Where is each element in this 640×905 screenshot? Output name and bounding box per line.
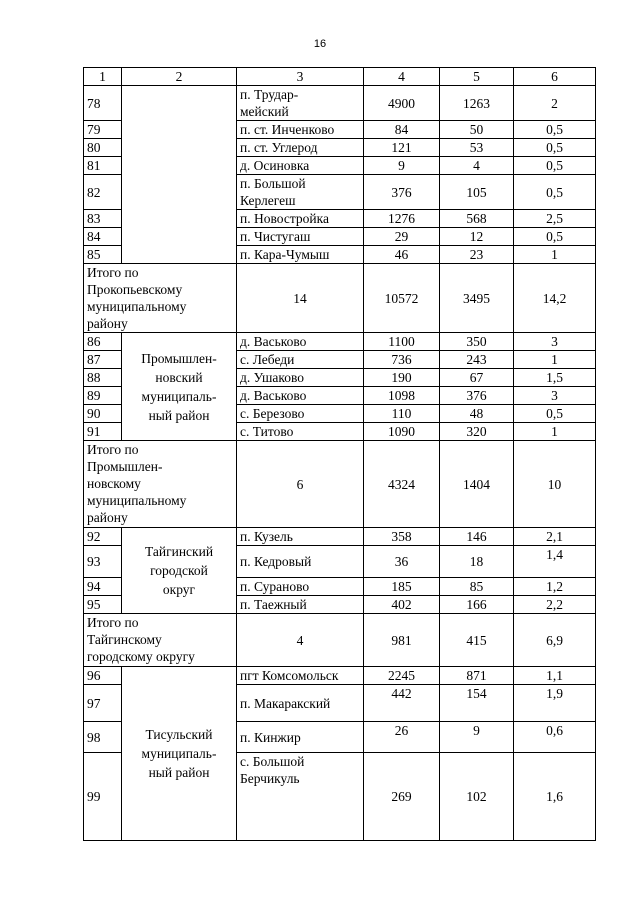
- value-col4: 36: [364, 546, 440, 578]
- column-header: 1: [84, 68, 122, 86]
- total-col5: 415: [440, 614, 514, 667]
- row-number: 97: [84, 685, 122, 722]
- value-col6: 1,6: [514, 753, 596, 841]
- value-col4: 46: [364, 246, 440, 264]
- row-number: 92: [84, 528, 122, 546]
- value-col5: 320: [440, 423, 514, 441]
- page-number: 16: [313, 38, 327, 50]
- value-col5: 67: [440, 369, 514, 387]
- total-row: [84, 441, 596, 528]
- total-row: [84, 614, 596, 667]
- region-name: Промышлен- новский муниципаль- ный район: [122, 333, 237, 441]
- column-header: 3: [237, 68, 364, 86]
- value-col5: 243: [440, 351, 514, 369]
- settlement-name: п. Сураново: [237, 578, 364, 596]
- table-row: [84, 528, 596, 546]
- row-number: 86: [84, 333, 122, 351]
- column-header: 6: [514, 68, 596, 86]
- value-col6: 2,2: [514, 596, 596, 614]
- value-col6: 1: [514, 246, 596, 264]
- total-col6: 10: [514, 441, 596, 528]
- value-col4: 185: [364, 578, 440, 596]
- row-number: 80: [84, 139, 122, 157]
- row-number: 91: [84, 423, 122, 441]
- total-label: Итого по Промышлен- новскому муниципальному району: [84, 441, 237, 528]
- settlement-name: п. Большой Керлегеш: [237, 175, 364, 210]
- total-col4: 981: [364, 614, 440, 667]
- settlement-name: п. ст. Инченково: [237, 121, 364, 139]
- value-col4: 2245: [364, 667, 440, 685]
- settlement-name: д. Ушаково: [237, 369, 364, 387]
- total-col6: 6,9: [514, 614, 596, 667]
- total-row: [84, 264, 596, 333]
- value-col5: 1263: [440, 86, 514, 121]
- row-number: 94: [84, 578, 122, 596]
- total-col4: 4324: [364, 441, 440, 528]
- value-col5: 53: [440, 139, 514, 157]
- value-col5: 376: [440, 387, 514, 405]
- value-col5: 102: [440, 753, 514, 841]
- settlement-name: п. Кузель: [237, 528, 364, 546]
- settlement-name: д. Васьково: [237, 387, 364, 405]
- value-col4: 1276: [364, 210, 440, 228]
- value-col5: 871: [440, 667, 514, 685]
- column-header: 2: [122, 68, 237, 86]
- value-col6: 2: [514, 86, 596, 121]
- row-number: 90: [84, 405, 122, 423]
- value-col6: 0,6: [514, 722, 596, 753]
- row-number: 87: [84, 351, 122, 369]
- value-col5: 350: [440, 333, 514, 351]
- settlement-name: п. Новостройка: [237, 210, 364, 228]
- value-col4: 190: [364, 369, 440, 387]
- settlement-name: п. Кедровый: [237, 546, 364, 578]
- table-row: [84, 333, 596, 351]
- settlement-name: с. Большой Берчикуль: [237, 753, 364, 841]
- table-row: [84, 86, 596, 121]
- settlement-name: п. ст. Углерод: [237, 139, 364, 157]
- value-col6: 2,1: [514, 528, 596, 546]
- column-header: 4: [364, 68, 440, 86]
- value-col4: 1098: [364, 387, 440, 405]
- total-col5: 3495: [440, 264, 514, 333]
- settlement-name: с. Лебеди: [237, 351, 364, 369]
- value-col6: 0,5: [514, 121, 596, 139]
- header-row: [84, 68, 596, 86]
- value-col4: 442: [364, 685, 440, 722]
- row-number: 95: [84, 596, 122, 614]
- value-col5: 18: [440, 546, 514, 578]
- value-col6: 2,5: [514, 210, 596, 228]
- row-number: 85: [84, 246, 122, 264]
- settlement-name: с. Березово: [237, 405, 364, 423]
- column-header: 5: [440, 68, 514, 86]
- total-count: 4: [237, 614, 364, 667]
- value-col6: 1,5: [514, 369, 596, 387]
- value-col4: 1100: [364, 333, 440, 351]
- row-number: 96: [84, 667, 122, 685]
- value-col5: 146: [440, 528, 514, 546]
- value-col4: 84: [364, 121, 440, 139]
- row-number: 99: [84, 753, 122, 841]
- total-label: Итого по Тайгинскому городскому округу: [84, 614, 237, 667]
- value-col4: 376: [364, 175, 440, 210]
- value-col6: 1: [514, 423, 596, 441]
- row-number: 78: [84, 86, 122, 121]
- value-col5: 4: [440, 157, 514, 175]
- row-number: 88: [84, 369, 122, 387]
- value-col4: 29: [364, 228, 440, 246]
- value-col4: 9: [364, 157, 440, 175]
- value-col4: 1090: [364, 423, 440, 441]
- settlement-name: с. Титово: [237, 423, 364, 441]
- value-col6: 1,9: [514, 685, 596, 722]
- region-name: Тайгинский городской округ: [122, 528, 237, 614]
- value-col4: 26: [364, 722, 440, 753]
- value-col6: 0,5: [514, 139, 596, 157]
- value-col5: 568: [440, 210, 514, 228]
- row-number: 83: [84, 210, 122, 228]
- total-count: 6: [237, 441, 364, 528]
- settlement-name: пгт Комсомольск: [237, 667, 364, 685]
- value-col6: 0,5: [514, 175, 596, 210]
- value-col5: 12: [440, 228, 514, 246]
- row-number: 79: [84, 121, 122, 139]
- value-col4: 358: [364, 528, 440, 546]
- region-name: Тисульский муниципаль- ный район: [122, 667, 237, 841]
- value-col6: 1,2: [514, 578, 596, 596]
- value-col4: 402: [364, 596, 440, 614]
- value-col6: 0,5: [514, 157, 596, 175]
- settlement-name: д. Васьково: [237, 333, 364, 351]
- value-col4: 110: [364, 405, 440, 423]
- settlement-name: п. Кинжир: [237, 722, 364, 753]
- settlement-name: п. Таежный: [237, 596, 364, 614]
- value-col4: 4900: [364, 86, 440, 121]
- value-col5: 48: [440, 405, 514, 423]
- row-number: 82: [84, 175, 122, 210]
- row-number: 81: [84, 157, 122, 175]
- row-number: 93: [84, 546, 122, 578]
- value-col6: 0,5: [514, 405, 596, 423]
- value-col5: 105: [440, 175, 514, 210]
- total-label: Итого по Прокопьевскому муниципальному району: [84, 264, 237, 333]
- total-col6: 14,2: [514, 264, 596, 333]
- value-col6: 1,4: [514, 546, 596, 578]
- value-col4: 269: [364, 753, 440, 841]
- settlement-name: п. Трудар- мейский: [237, 86, 364, 121]
- row-number: 89: [84, 387, 122, 405]
- value-col6: 0,5: [514, 228, 596, 246]
- settlement-name: п. Кара-Чумыш: [237, 246, 364, 264]
- row-number: 98: [84, 722, 122, 753]
- value-col4: 736: [364, 351, 440, 369]
- value-col5: 85: [440, 578, 514, 596]
- value-col6: 1: [514, 351, 596, 369]
- value-col5: 154: [440, 685, 514, 722]
- settlement-name: п. Чистугаш: [237, 228, 364, 246]
- region-cell: [122, 86, 237, 264]
- value-col6: 3: [514, 387, 596, 405]
- value-col5: 50: [440, 121, 514, 139]
- value-col5: 9: [440, 722, 514, 753]
- settlements-table: [83, 67, 596, 841]
- value-col5: 166: [440, 596, 514, 614]
- row-number: 84: [84, 228, 122, 246]
- total-count: 14: [237, 264, 364, 333]
- value-col6: 3: [514, 333, 596, 351]
- value-col6: 1,1: [514, 667, 596, 685]
- value-col4: 121: [364, 139, 440, 157]
- total-col4: 10572: [364, 264, 440, 333]
- settlement-name: д. Осиновка: [237, 157, 364, 175]
- settlement-name: п. Макаракский: [237, 685, 364, 722]
- value-col5: 23: [440, 246, 514, 264]
- total-col5: 1404: [440, 441, 514, 528]
- table-row: [84, 667, 596, 685]
